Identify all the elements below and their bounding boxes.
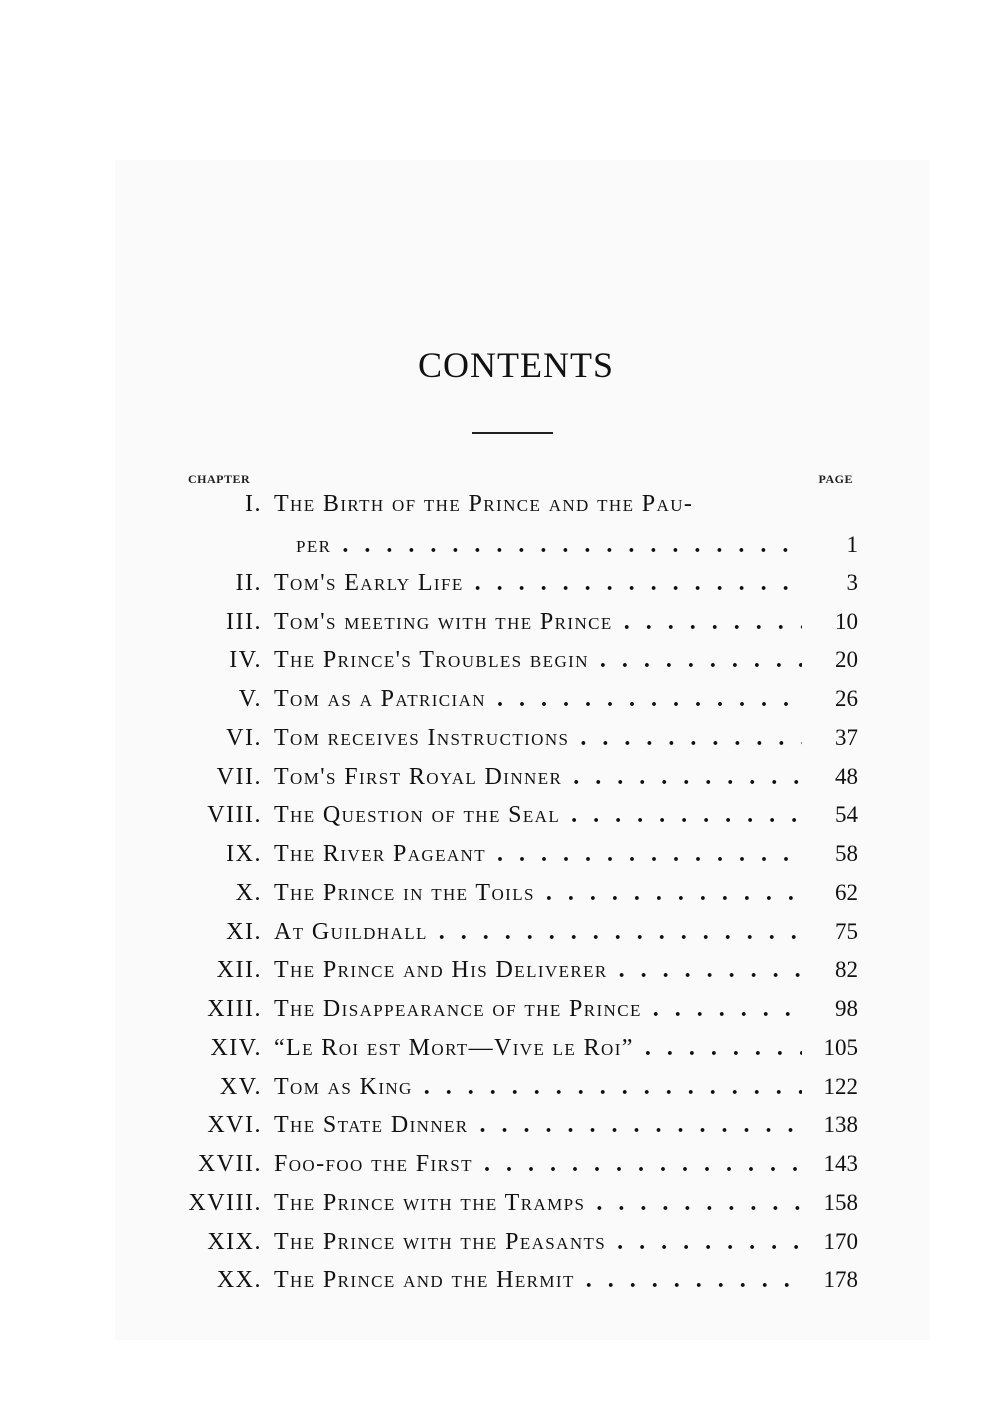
toc-entry[interactable] bbox=[0, 1029, 1000, 1067]
page-number: 10 bbox=[835, 609, 858, 634]
page-number: 158 bbox=[823, 1190, 858, 1215]
toc-entry[interactable] bbox=[0, 796, 1000, 834]
toc-entry[interactable] bbox=[0, 1184, 1000, 1222]
page-number: 122 bbox=[823, 1074, 858, 1099]
chapter-column-header: CHAPTER bbox=[188, 472, 251, 486]
toc-entry[interactable] bbox=[0, 719, 1000, 757]
chapter-number: VII. bbox=[216, 764, 262, 790]
chapter-title: Tom's Early Life . . . bbox=[274, 564, 802, 602]
chapter-title: At Guildhall . . . bbox=[274, 913, 802, 951]
toc-entry[interactable] bbox=[0, 641, 1000, 679]
page-number: 75 bbox=[835, 919, 858, 944]
chapter-number: XVII. bbox=[197, 1151, 262, 1177]
chapter-title: The Prince with the Peasants . . . bbox=[274, 1223, 802, 1261]
page-title: CONTENTS bbox=[418, 345, 614, 385]
page-number: 170 bbox=[823, 1229, 858, 1254]
toc-entry[interactable] bbox=[0, 990, 1000, 1028]
chapter-title: Tom's First Royal Dinner . . . bbox=[274, 758, 802, 796]
chapter-title: “Le Roi est Mort—Vive le Roi” . . . bbox=[274, 1029, 802, 1067]
chapter-title: Foo-foo the First . . . bbox=[274, 1145, 802, 1183]
chapter-title: Tom as a Patrician . . . bbox=[274, 680, 802, 718]
page-number: 3 bbox=[846, 570, 858, 595]
chapter-number: XX. bbox=[216, 1267, 262, 1293]
toc-entry[interactable] bbox=[0, 913, 1000, 951]
page-number: 54 bbox=[835, 802, 858, 827]
chapter-title: The Question of the Seal . . . bbox=[274, 796, 802, 834]
toc-entry[interactable] bbox=[0, 1223, 1000, 1261]
chapter-number: XV. bbox=[219, 1074, 262, 1100]
toc-entry[interactable] bbox=[0, 485, 1000, 523]
page-number: 105 bbox=[823, 1035, 858, 1060]
page-number: 20 bbox=[835, 647, 858, 672]
chapter-title: The Disappearance of the Prince . . . bbox=[274, 990, 802, 1028]
chapter-title: The Prince's Troubles begin . . . bbox=[274, 641, 802, 679]
toc-entry[interactable] bbox=[0, 603, 1000, 641]
chapter-title: The Prince and His Deliverer . . . bbox=[274, 951, 802, 989]
page-number: 26 bbox=[835, 686, 858, 711]
page-number: 48 bbox=[835, 764, 858, 789]
chapter-title: The River Pageant . . . bbox=[274, 835, 802, 873]
toc-entry[interactable] bbox=[0, 951, 1000, 989]
toc-entry[interactable] bbox=[0, 564, 1000, 602]
chapter-number: XVI. bbox=[207, 1112, 262, 1138]
chapter-title: The Prince with the Tramps . . . bbox=[274, 1184, 802, 1222]
chapter-number: I. bbox=[245, 491, 262, 517]
page-number: 138 bbox=[823, 1112, 858, 1137]
page-number: 98 bbox=[835, 996, 858, 1021]
chapter-number: X. bbox=[235, 880, 262, 906]
toc-entry-continuation[interactable] bbox=[0, 526, 1000, 564]
chapter-number: VIII. bbox=[207, 802, 262, 828]
chapter-title: The Birth of the Prince and the Pau- bbox=[274, 491, 694, 517]
page-column-header: PAGE bbox=[818, 472, 853, 486]
chapter-number: XI. bbox=[226, 919, 262, 945]
chapter-number: V. bbox=[238, 686, 262, 712]
chapter-title: The Prince in the Toils . . . bbox=[274, 874, 802, 912]
chapter-title: Tom's meeting with the Prince . . . bbox=[274, 603, 802, 641]
chapter-number: VI. bbox=[226, 725, 262, 751]
page-number: 58 bbox=[835, 841, 858, 866]
chapter-number: XIV. bbox=[210, 1035, 262, 1061]
toc-entry[interactable] bbox=[0, 1068, 1000, 1106]
chapter-number: IX. bbox=[226, 841, 262, 867]
page-number: 1 bbox=[846, 532, 858, 557]
page-number: 178 bbox=[823, 1267, 858, 1292]
chapter-number: XIX. bbox=[207, 1229, 262, 1255]
page-number: 62 bbox=[835, 880, 858, 905]
page-number: 143 bbox=[823, 1151, 858, 1176]
toc-entry[interactable] bbox=[0, 1145, 1000, 1183]
chapter-number: XVIII. bbox=[188, 1190, 262, 1216]
chapter-title-continuation: per . . . bbox=[296, 526, 802, 564]
toc-entry[interactable] bbox=[0, 874, 1000, 912]
chapter-title: The State Dinner . . . bbox=[274, 1106, 802, 1144]
chapter-number: III. bbox=[226, 609, 262, 635]
chapter-number: XIII. bbox=[207, 996, 262, 1022]
toc-entry[interactable] bbox=[0, 1261, 1000, 1299]
toc-entry[interactable] bbox=[0, 1106, 1000, 1144]
chapter-number: XII. bbox=[216, 957, 262, 983]
page-number: 82 bbox=[835, 957, 858, 982]
chapter-number: II. bbox=[235, 570, 262, 596]
chapter-title: The Prince and the Hermit . . . bbox=[274, 1261, 802, 1299]
toc-entry[interactable] bbox=[0, 680, 1000, 718]
chapter-title: Tom as King . . . bbox=[274, 1068, 802, 1106]
chapter-title: Tom receives Instructions . . . bbox=[274, 719, 802, 757]
chapter-number: IV. bbox=[229, 647, 262, 673]
toc-entry[interactable] bbox=[0, 758, 1000, 796]
toc-entry[interactable] bbox=[0, 835, 1000, 873]
page-number: 37 bbox=[835, 725, 858, 750]
